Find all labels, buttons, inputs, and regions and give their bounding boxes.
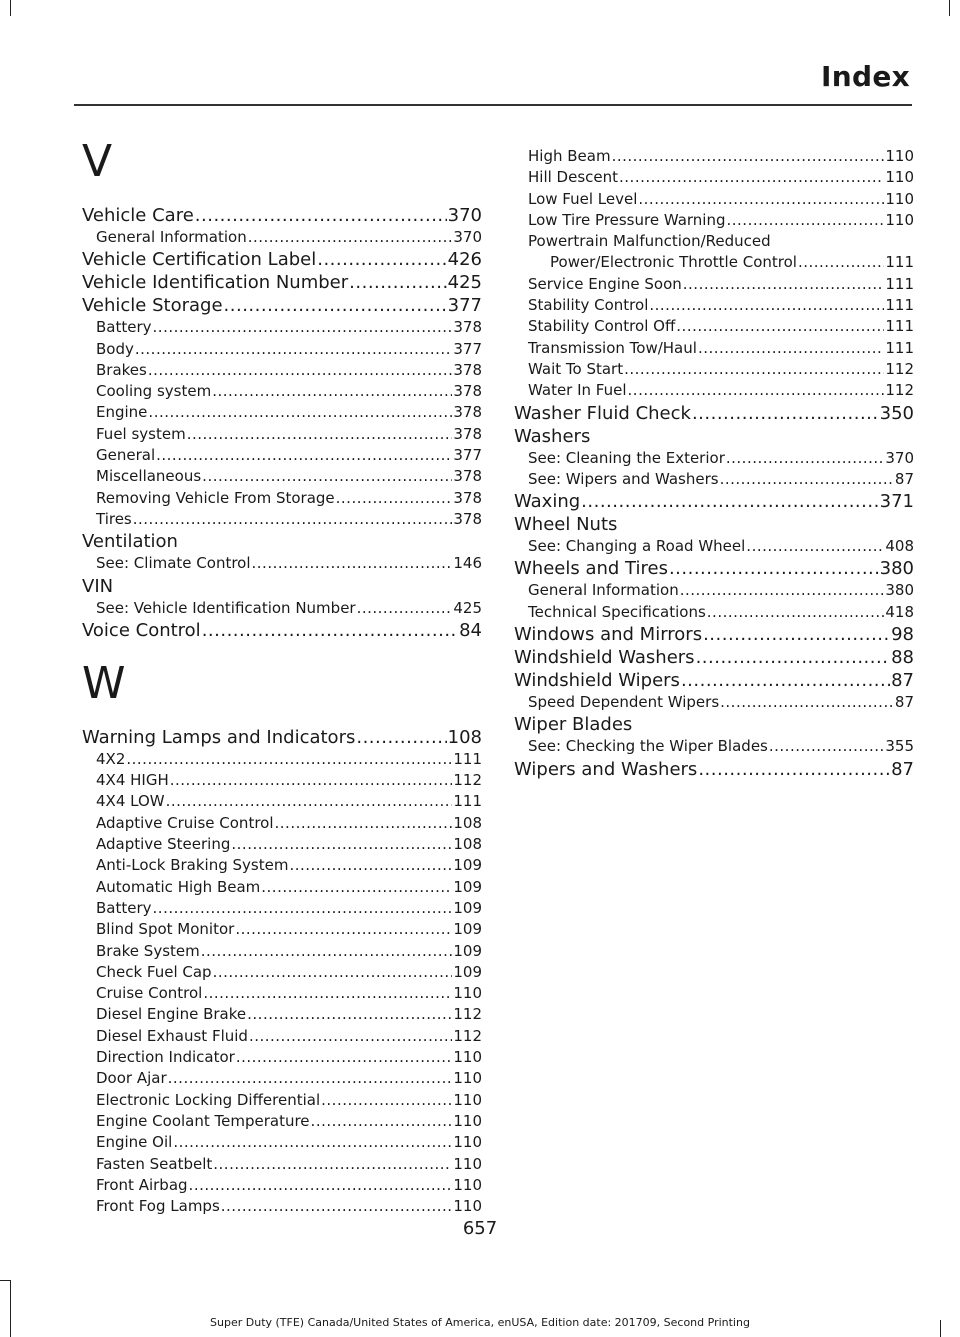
dot-leader: [275, 813, 453, 834]
page-ref: 110: [885, 168, 914, 187]
entry-text: General Information: [96, 228, 247, 246]
index-entry: [82, 575, 482, 598]
entry-text: Engine Oil: [96, 1133, 173, 1152]
page-ref: 109: [453, 941, 482, 960]
page-ref: 108: [453, 813, 482, 832]
dot-leader: [669, 557, 879, 580]
page-ref: 378: [453, 318, 482, 337]
page-ref: 111: [885, 274, 914, 293]
entry-text: Brake System: [96, 941, 200, 960]
dot-leader: [321, 1090, 452, 1111]
dot-leader: [726, 448, 884, 469]
entry-text: Cruise Control: [96, 984, 203, 1003]
page-ref: 98: [891, 624, 914, 646]
index-entry: [82, 294, 482, 317]
page-ref: 109: [453, 920, 482, 939]
dot-leader: [153, 317, 453, 338]
entry-text: Miscellaneous: [96, 467, 202, 486]
page-ref: 378: [453, 509, 482, 528]
dot-leader: [168, 1068, 453, 1089]
index-entry: [514, 623, 914, 646]
index-subentry: [82, 770, 482, 791]
entry-text: Fasten Seatbelt: [96, 1154, 213, 1173]
dot-leader: [649, 295, 884, 316]
entry-text: Transmission Tow/Haul: [528, 338, 697, 357]
entry-text: Windshield Wipers: [514, 670, 680, 692]
page-ref: 110: [453, 1069, 482, 1088]
page-ref: 112: [453, 771, 482, 790]
page-ref: 377: [453, 339, 482, 358]
index-subentry: [82, 941, 482, 962]
dot-leader: [202, 619, 458, 642]
entry-text: Warning Lamps and Indicators: [82, 726, 356, 748]
dot-leader: [707, 602, 885, 623]
entry-text: Service Engine Soon: [528, 274, 682, 293]
index-subentry: [82, 1004, 482, 1025]
entry-text: Wait To Start: [528, 359, 624, 378]
dot-leader: [681, 669, 890, 692]
entry-text: Voice Control: [82, 619, 201, 641]
index-column-left: [82, 118, 482, 1217]
dot-leader: [126, 749, 452, 770]
page-ref: 110: [453, 984, 482, 1003]
dot-leader: [336, 488, 453, 509]
dot-leader: [746, 536, 884, 557]
entry-text: General Information: [528, 581, 679, 600]
index-subentry: [514, 295, 914, 316]
entry-text: Tires: [96, 509, 132, 528]
page-ref: 425: [453, 598, 482, 617]
page-ref: 110: [453, 1048, 482, 1067]
page-ref: 111: [885, 296, 914, 315]
page-ref: 112: [885, 359, 914, 378]
entry-text: See: Cleaning the Exterior: [528, 448, 725, 467]
dot-leader: [212, 381, 452, 402]
index-subentry: [82, 1175, 482, 1196]
dot-leader: [692, 402, 879, 425]
entry-text: Anti-Lock Braking System: [96, 856, 289, 875]
entry-text: Speed Dependent Wipers: [528, 693, 720, 712]
page-ref: 88: [891, 647, 914, 669]
footer-text: Super Duty (TFE) Canada/United States of America, enUSA, Edition date: 201709, Second Printing: [210, 1316, 750, 1329]
page-ref: 370: [453, 228, 482, 246]
entry-text: Vehicle Care: [82, 205, 194, 226]
page-ref: 378: [453, 403, 482, 422]
section-letter: W: [82, 657, 126, 709]
dot-leader: [727, 210, 885, 231]
entry-text: Stability Control Off: [528, 317, 676, 336]
dot-leader: [624, 359, 884, 380]
dot-leader: [698, 758, 890, 781]
index-entry: [514, 557, 914, 580]
dot-leader: [166, 791, 453, 812]
page-ref: 87: [894, 469, 914, 488]
dot-leader: [231, 834, 452, 855]
page-ref: 370: [885, 448, 914, 467]
page-ref: 110: [453, 1197, 482, 1216]
index-subentry: [82, 466, 482, 487]
dot-leader: [612, 146, 885, 167]
entry-text: Battery: [96, 898, 152, 917]
index-subentry: [82, 598, 482, 619]
dot-leader: [356, 726, 446, 749]
index-subentry: [82, 1111, 482, 1132]
index-entry: [514, 490, 914, 513]
entry-text: Battery: [96, 318, 152, 337]
index-subentry: [82, 509, 482, 530]
dot-leader: [248, 227, 453, 248]
dot-leader: [247, 1004, 452, 1025]
index-subentry: [514, 210, 914, 231]
crop-mark-top-left: [10, 0, 11, 16]
page-ref: 108: [453, 835, 482, 854]
dot-leader: [195, 204, 447, 227]
dot-leader: [224, 294, 447, 317]
dot-leader: [619, 167, 884, 188]
entry-text: See: Changing a Road Wheel: [528, 537, 746, 556]
index-subentry: [82, 227, 482, 248]
dot-leader: [698, 338, 884, 359]
dot-leader: [203, 983, 452, 1004]
index-subentry: [514, 338, 914, 359]
dot-leader: [683, 274, 885, 295]
dot-leader: [349, 271, 446, 294]
index-entry: [514, 713, 914, 736]
entry-text: 4X2: [96, 749, 126, 768]
page-number: 657: [462, 1218, 498, 1239]
index-subentry: [82, 919, 482, 940]
page-ref: 111: [885, 317, 914, 336]
page-ref: 110: [453, 1175, 482, 1194]
index-subentry: [82, 877, 482, 898]
index-entry: [82, 619, 482, 642]
page-ref: 111: [453, 792, 482, 811]
index-entry: [82, 726, 482, 749]
dot-leader: [696, 646, 891, 669]
index-subentry: [514, 146, 914, 167]
page-ref: 110: [885, 210, 914, 229]
page-ref: 87: [894, 693, 914, 712]
index-entry: [514, 513, 914, 536]
page-ref: 378: [453, 488, 482, 507]
dot-leader: [720, 692, 894, 713]
page-ref: 418: [885, 602, 914, 621]
index-subentry: [514, 602, 914, 623]
index-subentry: [82, 488, 482, 509]
entry-text: VIN: [82, 575, 114, 597]
entry-text: Water In Fuel: [528, 381, 627, 400]
entry-text: Wipers and Washers: [514, 758, 698, 780]
entry-text: Washers: [514, 425, 591, 447]
dot-leader: [249, 1026, 452, 1047]
dot-leader: [680, 580, 885, 601]
dot-leader: [289, 855, 452, 876]
index-subentry: [514, 692, 914, 713]
page-ref: 425: [447, 272, 482, 294]
dot-leader: [317, 248, 446, 271]
index-subentry: [514, 536, 914, 557]
page-ref: 111: [453, 749, 482, 768]
entry-text: Adaptive Steering: [96, 835, 231, 854]
entry-text: Vehicle Certification Label: [82, 249, 317, 271]
page-ref: 378: [453, 467, 482, 486]
index-subentry: [82, 381, 482, 402]
dot-leader: [135, 339, 452, 360]
dot-leader: [148, 360, 453, 381]
index-subentry: [82, 317, 482, 338]
index-subentry: [82, 424, 482, 445]
page-ref: 110: [453, 1154, 482, 1173]
dot-leader: [357, 598, 453, 619]
entry-text: Blind Spot Monitor: [96, 920, 235, 939]
index-subentry: [82, 402, 482, 423]
entry-text: Diesel Exhaust Fluid: [96, 1026, 248, 1045]
page-ref: 408: [885, 537, 914, 556]
dot-leader: [213, 1154, 452, 1175]
page-ref: 87: [891, 758, 914, 780]
entry-text: Vehicle Identification Number: [82, 272, 349, 294]
index-entry: [514, 646, 914, 669]
crop-mark-top-right: [949, 0, 950, 16]
dot-leader: [261, 877, 452, 898]
page-ref: 109: [453, 856, 482, 875]
page-title: Index: [821, 60, 910, 93]
index-column-right: [514, 146, 914, 781]
page-ref: 377: [447, 295, 482, 317]
entry-text: Powertrain Malfunction/Reduced: [528, 232, 771, 251]
entry-text: Door Ajar: [96, 1069, 167, 1088]
page-ref: 350: [879, 402, 914, 424]
entry-text: Vehicle Storage: [82, 295, 223, 317]
index-entry: [514, 402, 914, 425]
dot-leader: [156, 445, 452, 466]
index-subentry: [514, 231, 914, 274]
entry-text: Wheel Nuts: [514, 514, 618, 536]
index-entry: [82, 204, 482, 227]
dot-leader: [213, 962, 453, 983]
page-ref: 380: [885, 581, 914, 600]
dot-leader: [720, 469, 894, 490]
index-subentry: [82, 834, 482, 855]
index-subentry: [82, 1196, 482, 1217]
page-ref: 378: [453, 360, 482, 379]
index-subentry: [82, 855, 482, 876]
entry-text: Front Fog Lamps: [96, 1197, 220, 1216]
dot-leader: [173, 1132, 452, 1153]
entry-text: Engine: [96, 403, 148, 422]
page-ref: 109: [453, 962, 482, 981]
index-subentry: [514, 316, 914, 337]
dot-leader: [189, 1175, 453, 1196]
dot-leader: [581, 490, 878, 513]
dot-leader: [798, 252, 884, 273]
entry-text: Ventilation: [82, 531, 178, 553]
index-subentry: [514, 380, 914, 401]
dot-leader: [676, 316, 884, 337]
index-subentry: [514, 167, 914, 188]
page-ref: 112: [453, 1005, 482, 1024]
page-ref: 110: [885, 147, 914, 165]
index-subentry: [82, 1154, 482, 1175]
entry-text: Low Tire Pressure Warning: [528, 210, 726, 229]
entry-text: General: [96, 446, 156, 465]
dot-leader: [769, 736, 884, 757]
index-subentry: [82, 749, 482, 770]
entry-text: See: Wipers and Washers: [528, 469, 719, 488]
entry-text: High Beam: [528, 147, 611, 165]
dot-leader: [148, 402, 452, 423]
index-subentry: [514, 469, 914, 490]
page-ref: 110: [453, 1111, 482, 1130]
index-entry: [514, 758, 914, 781]
index-subentry: [82, 1026, 482, 1047]
entry-text: Waxing: [514, 491, 581, 513]
page-ref: 378: [453, 424, 482, 443]
entry-text: 4X4 HIGH: [96, 771, 169, 790]
entry-text: Diesel Engine Brake: [96, 1005, 247, 1024]
dot-leader: [170, 770, 453, 791]
entry-text: Fuel system: [96, 424, 186, 443]
header-divider: [74, 104, 912, 106]
page-ref: 355: [885, 737, 914, 756]
entry-text: Engine Coolant Temperature: [96, 1111, 310, 1130]
index-subentry: [514, 448, 914, 469]
index-subentry: [82, 962, 482, 983]
index-subentry: [82, 553, 482, 574]
index-subentry: [82, 360, 482, 381]
page-ref: 378: [453, 382, 482, 401]
page-ref: 110: [453, 1133, 482, 1152]
index-subentry: [82, 791, 482, 812]
page-ref: 84: [459, 619, 482, 641]
entry-text: Low Fuel Level: [528, 189, 638, 208]
entry-text: Washer Fluid Check: [514, 402, 691, 424]
entry-text: Front Airbag: [96, 1175, 188, 1194]
index-entry: [82, 248, 482, 271]
page-ref: 111: [885, 253, 914, 272]
page-ref: 380: [879, 558, 914, 580]
page-ref: 112: [885, 381, 914, 400]
page-ref: 110: [885, 189, 914, 208]
page-ref: 426: [447, 249, 482, 271]
index-subentry: [82, 445, 482, 466]
entry-text: See: Vehicle Identification Number: [96, 598, 356, 617]
entry-text: Check Fuel Cap: [96, 962, 212, 981]
dot-leader: [202, 466, 452, 487]
entry-text: Electronic Locking Differential: [96, 1090, 321, 1109]
index-subentry: [514, 359, 914, 380]
dot-leader: [703, 623, 890, 646]
dot-leader: [221, 1196, 453, 1217]
index-subentry: [82, 1090, 482, 1111]
index-subentry: [82, 339, 482, 360]
index-entry: [82, 271, 482, 294]
page-ref: 109: [453, 898, 482, 917]
page-ref: 377: [453, 446, 482, 465]
entry-text: See: Climate Control: [96, 554, 251, 573]
index-entry: [514, 425, 914, 448]
index-subentry: [82, 1132, 482, 1153]
entry-text: Cooling system: [96, 382, 212, 401]
index-subentry: [82, 1047, 482, 1068]
dot-leader: [153, 898, 453, 919]
index-entry: [82, 530, 482, 553]
dot-leader: [638, 189, 884, 210]
entry-text: Removing Vehicle From Storage: [96, 488, 335, 507]
entry-text: Windshield Washers: [514, 647, 695, 669]
index-subentry: [82, 1068, 482, 1089]
index-subentry: [82, 983, 482, 1004]
entry-text: Adaptive Cruise Control: [96, 813, 274, 832]
entry-text: Hill Descent: [528, 168, 619, 187]
dot-leader: [133, 509, 453, 530]
index-subentry: [514, 736, 914, 757]
entry-text: Brakes: [96, 360, 147, 379]
dot-leader: [235, 919, 452, 940]
page-ref: 111: [885, 338, 914, 357]
page-ref: 87: [891, 670, 914, 692]
entry-text: Wheels and Tires: [514, 558, 668, 580]
dot-leader: [311, 1111, 453, 1132]
page-ref: 112: [453, 1026, 482, 1045]
entry-text-continued: Power/Electronic Throttle Control: [550, 253, 797, 272]
index-entry: [514, 669, 914, 692]
page-ref: 108: [447, 726, 482, 748]
index-subentry: [514, 580, 914, 601]
page-ref: 370: [447, 205, 482, 226]
section-letter: V: [82, 136, 113, 187]
entry-text: Technical Specifications: [528, 602, 706, 621]
entry-text: Windows and Mirrors: [514, 624, 703, 646]
crop-mark-bottom-left-h: [0, 1280, 10, 1281]
dot-leader: [236, 1047, 453, 1068]
dot-leader: [187, 424, 453, 445]
page-ref: 110: [453, 1090, 482, 1109]
page-ref: 146: [453, 554, 482, 573]
entry-text: See: Checking the Wiper Blades: [528, 737, 768, 756]
page-ref: 109: [453, 877, 482, 896]
index-subentry: [514, 274, 914, 295]
index-subentry: [82, 898, 482, 919]
page-ref: 371: [879, 491, 914, 513]
entry-text: Automatic High Beam: [96, 877, 261, 896]
entry-text: 4X4 LOW: [96, 792, 165, 811]
dot-leader: [628, 380, 885, 401]
entry-text: Stability Control: [528, 296, 649, 315]
entry-text: Body: [96, 339, 134, 358]
dot-leader: [201, 941, 453, 962]
entry-text: Wiper Blades: [514, 714, 633, 736]
index-subentry: [514, 189, 914, 210]
entry-text: Direction Indicator: [96, 1048, 235, 1067]
index-subentry: [82, 813, 482, 834]
dot-leader: [252, 553, 453, 574]
